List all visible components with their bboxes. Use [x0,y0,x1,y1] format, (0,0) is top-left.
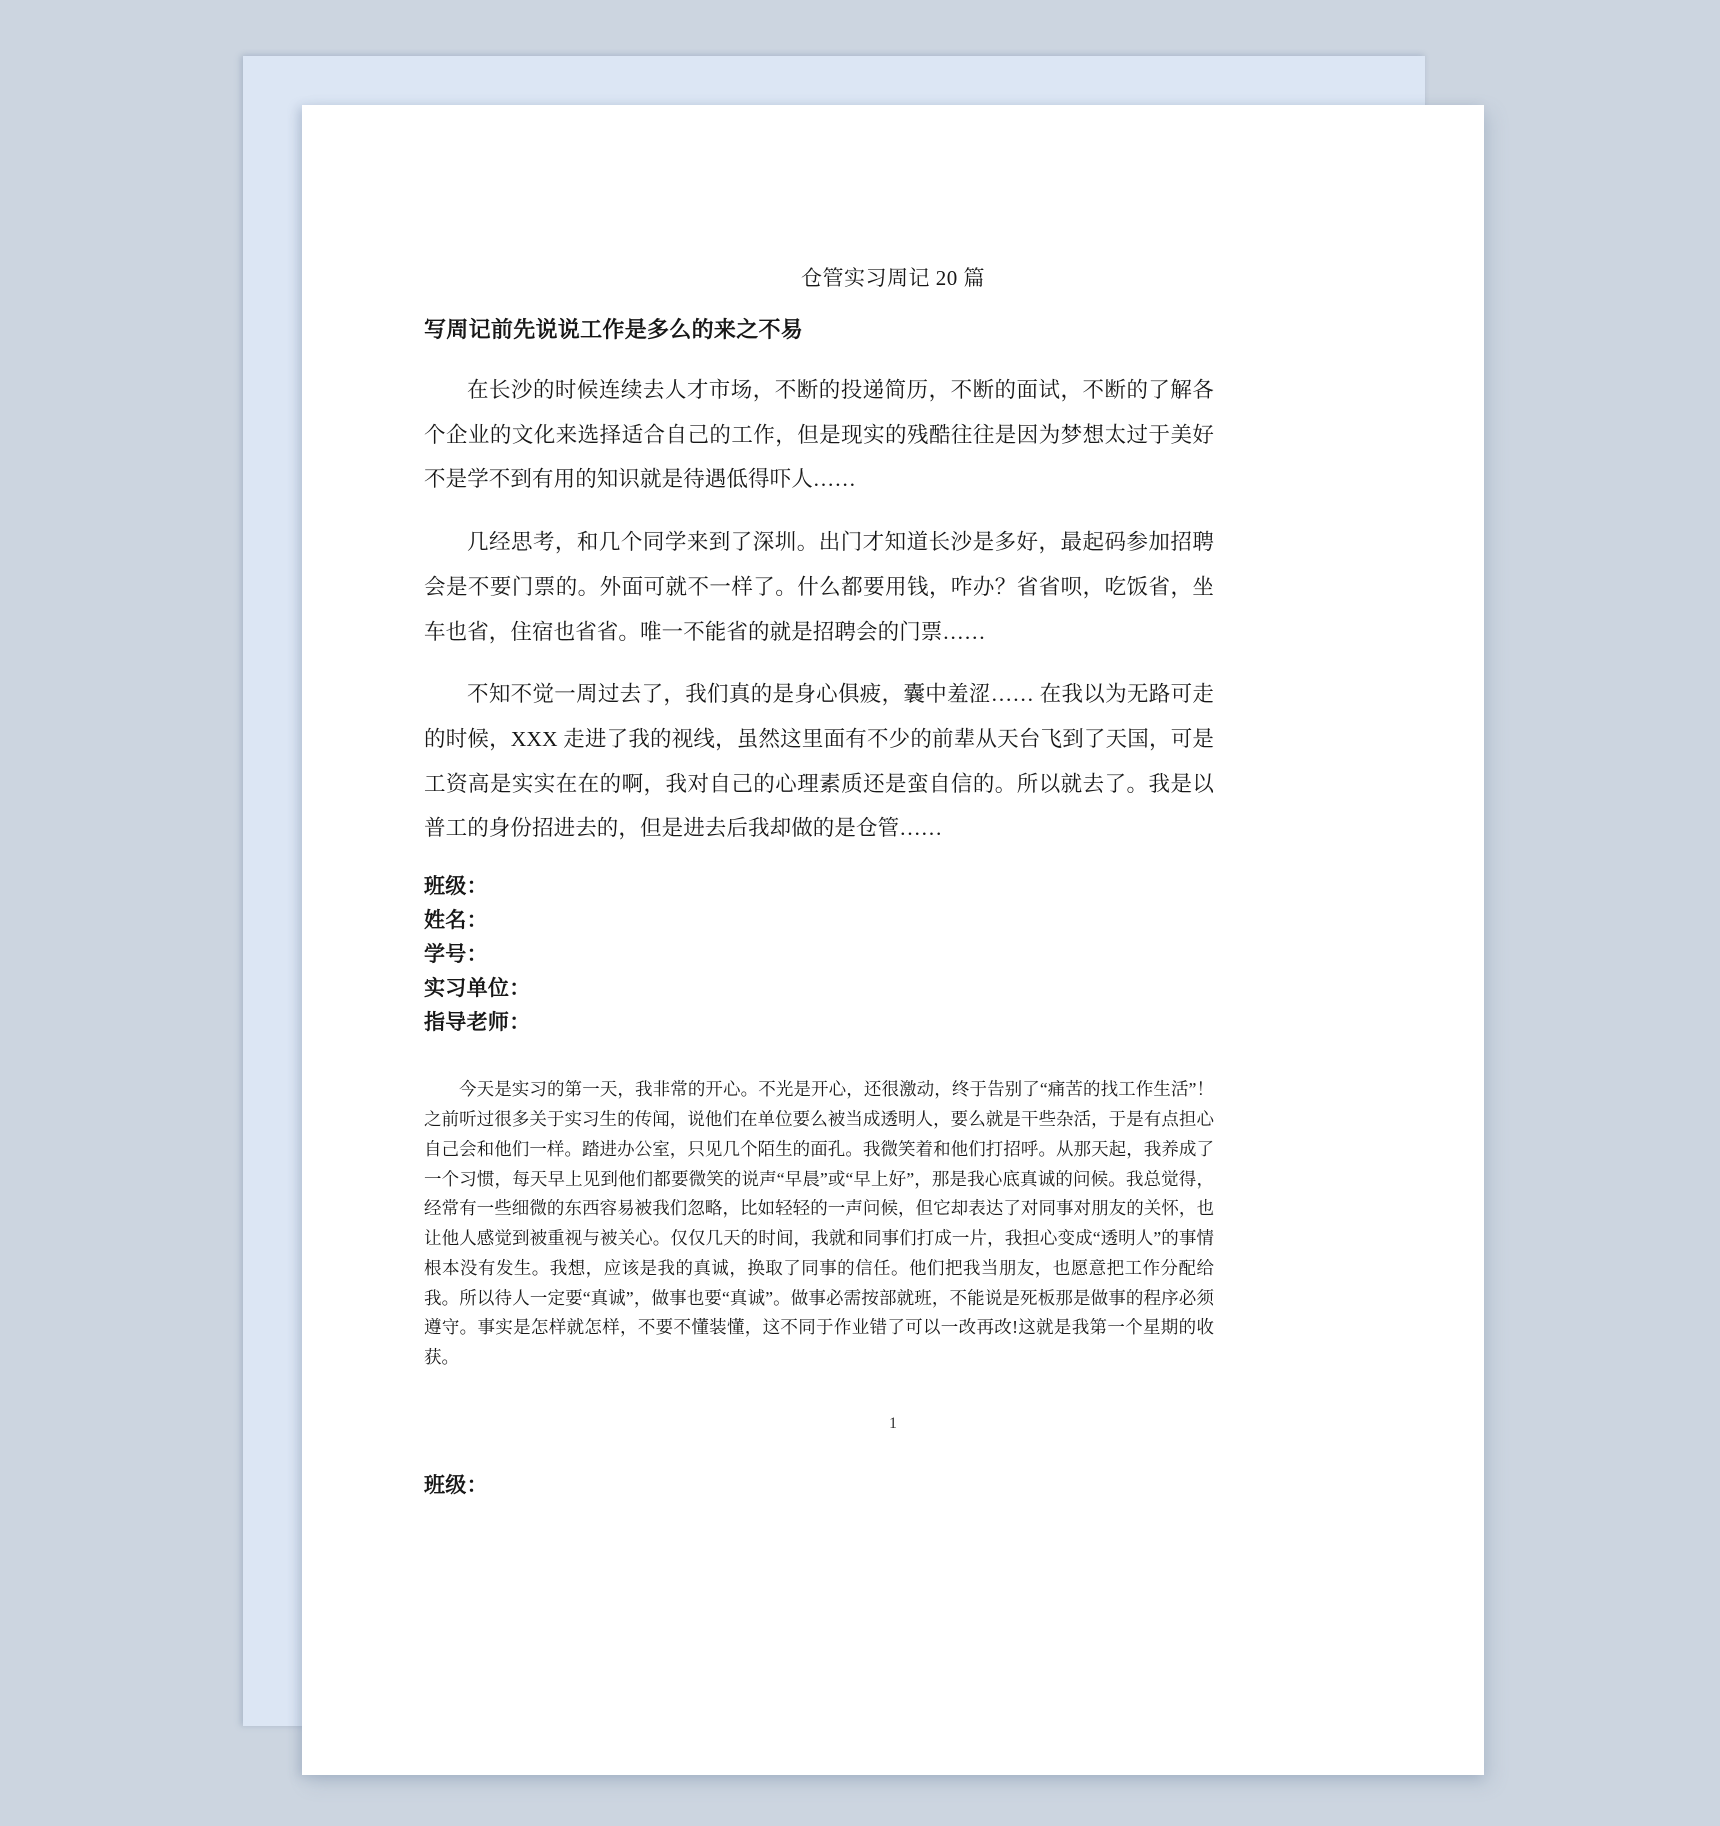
form-fields [424,869,1214,1039]
document-title: 仓管实习周记 20 篇 [801,266,985,290]
paragraph: 不知不觉一周过去了，我们真的是身心俱疲，囊中羞涩…… 在我以为无路可走的时候，XXX 走进了我的视线，虽然这里面有不少的前辈从天台飞到了天国，可是工资高是实实在在的啊，我对自己的心理素质还是蛮自信的。所以就去了。我是以普工的身份招进去的，但是进去后我却做的是仓管…… [424,682,1214,841]
field-label-name: 姓名： [424,908,488,933]
field-label-supervisor: 指导老师： [424,1010,531,1035]
journal-entry-paragraph: 今天是实习的第一天，我非常的开心。不光是开心，还很激动，终于告别了“痛苦的找工作生活”！之前听过很多关于实习生的传闻，说他们在单位要么被当成透明人，要么就是干些杂活，于是有点担心自己会和他们一样。踏进办公室，只见几个陌生的面孔。我微笑着和他们打招呼。从那天起，我养成了一个习惯，每天早上见到他们都要微笑的说声“早晨”或“早上好”，那是我心底真诚的问候。我总觉得，经常有一些细微的东西容易被我们忽略，比如轻轻的一声问候，但它却表达了对同事对朋友的关怀，也让他人感觉到被重视与被关心。仅仅几天的时间，我就和同事们打成一片，我担心变成“透明人”的事情根本没有发生。我想，应该是我的真诚，换取了同事的信任。他们把我当朋友，也愿意把工作分配给我。所以待人一定要“真诚”，做事也要“真诚”。做事必需按部就班，不能说是死板那是做事的程序必须遵守。事实是怎样就怎样，不要不懂装懂，这不同于作业错了可以一改再改!这就是我第一个星期的收获。 [424,1079,1214,1368]
section-heading: 写周记前先说说工作是多么的来之不易 [424,317,804,342]
page-number: 1 [889,1415,897,1432]
document-content [424,313,1214,1499]
field-label-class: 班级： [424,874,488,899]
field-label-internship-unit: 实习单位： [424,976,531,1001]
paragraph: 几经思考，和几个同学来到了深圳。出门才知道长沙是多好，最起码参加招聘会是不要门票的。外面可就不一样了。什么都要用钱，咋办？省省呗，吃饭省，坐车也省，住宿也省省。唯一不能省的就是招聘会的门票…… [424,530,1214,644]
field-label-student-id: 学号： [424,942,488,967]
paragraph: 在长沙的时候连续去人才市场，不断的投递简历，不断的面试，不断的了解各个企业的文化来选择适合自己的工作，但是现实的残酷往往是因为梦想太过于美好不是学不到有用的知识就是待遇低得吓人…… [424,378,1214,492]
document-page [302,105,1484,1775]
document-body [302,105,1484,1775]
footer-field-label-class: 班级： [424,1472,488,1497]
